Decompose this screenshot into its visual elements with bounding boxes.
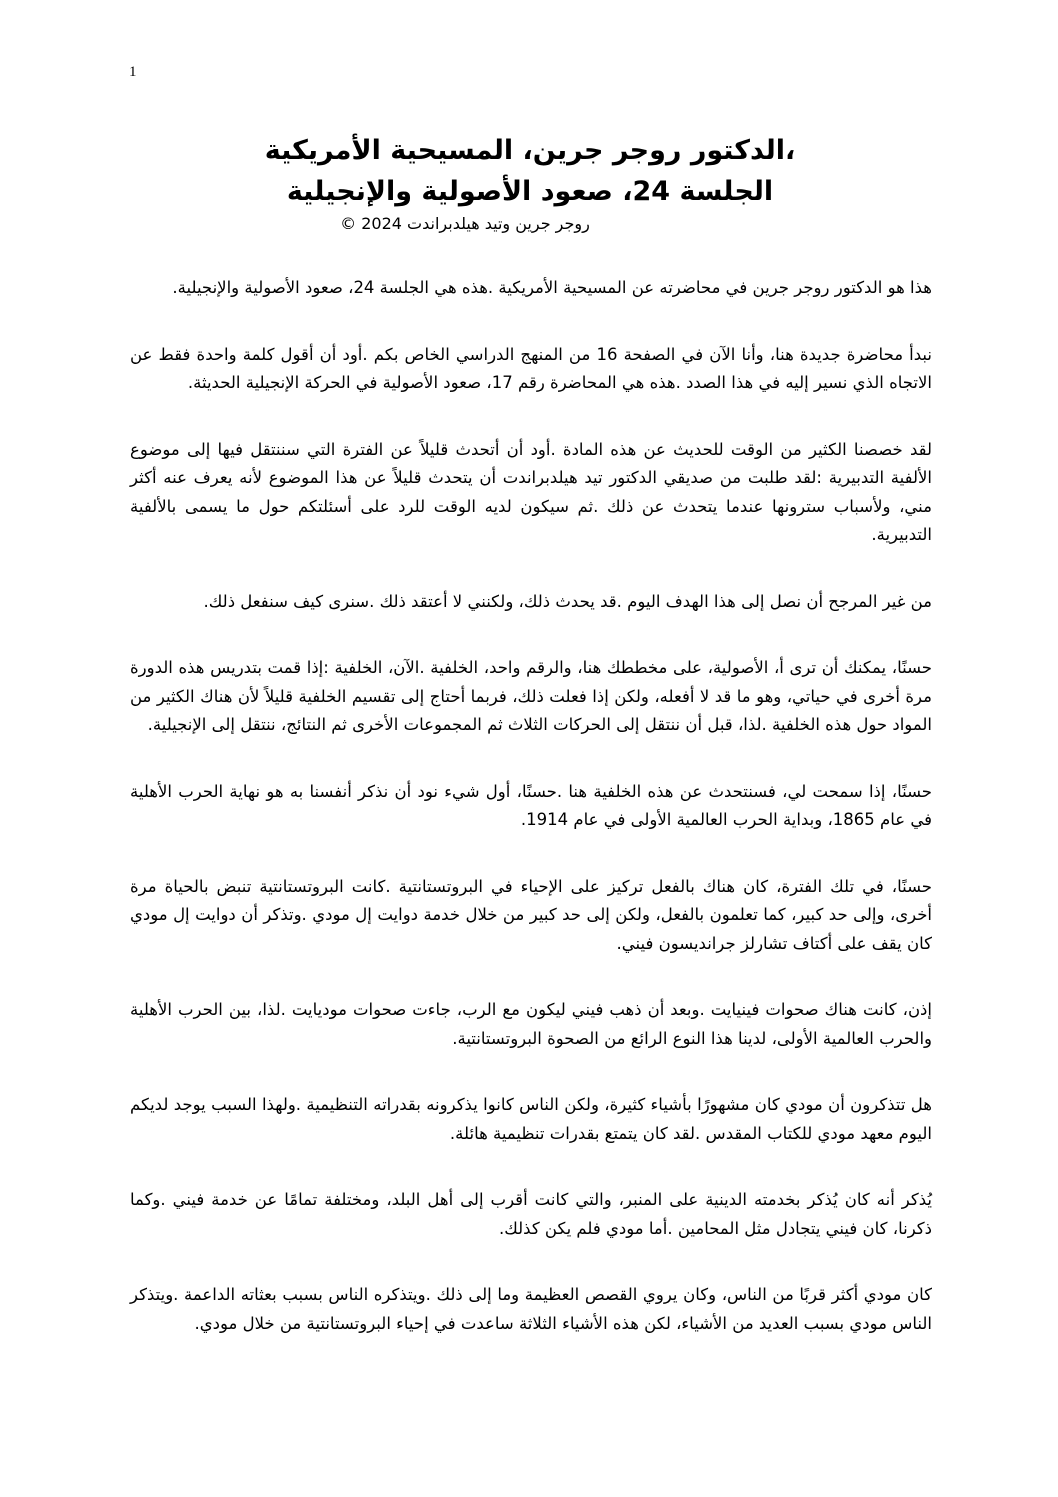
document-header: [130, 130, 930, 236]
paragraph: كان مودي أكثر قربًا من الناس، وكان يروي القصص العظيمة وما إلى ذلك .ويتذكره الناس بسبب بعثاته الداعمة .ويتذكر الناس مودي بسبب العديد من الأشياء، لكن هذه الأشياء الثلاثة ساعدت في إحياء البروتستانتية من خلال مودي.: [130, 1285, 932, 1333]
paragraph: هذا هو الدكتور روجر جرين في محاضرته عن المسيحية الأمريكية .هذه هي الجلسة 24، صعود الأصولية والإنجيلية.: [172, 278, 932, 297]
paragraph: هل تتذكرون أن مودي كان مشهورًا بأشياء كثيرة، ولكن الناس كانوا يذكرونه بقدراته التنظيمية .ولهذا السبب يوجد لديكم اليوم معهد مودي للكتاب المقدس .لقد كان يتمتع بقدرات تنظيمية هائلة.: [130, 1095, 932, 1143]
copyright-line: روجر جرين وتيد هيلدبراندت 2024 ©: [340, 214, 590, 233]
paragraph: حسنًا، إذا سمحت لي، فسنتحدث عن هذه الخلفية هنا .حسنًا، أول شيء نود أن نذكر أنفسنا به هو نهاية الحرب الأهلية في عام 1865، وبداية الحرب العالمية الأولى في عام 1914.: [130, 781, 932, 829]
document-title-line-1: ،الدكتور روجر جرين، المسيحية الأمريكية: [264, 135, 796, 166]
paragraph: نبدأ محاضرة جديدة هنا، وأنا الآن في الصفحة 16 من المنهج الدراسي الخاص بكم .أود أن أقول كلمة واحدة فقط عن الاتجاه الذي نسير إليه في هذا الصدد .هذه هي المحاضرة رقم 17، صعود الأصولية في الحركة الإنجيلية الحديثة.: [130, 344, 932, 392]
paragraph: حسنًا، في تلك الفترة، كان هناك بالفعل تركيز على الإحياء في البروتستانتية .كانت البروتستانتية تنبض بالحياة مرة أخرى، وإلى حد كبير، كما تعلمون بالفعل، ولكن إلى حد كبير من خلال خدمة دوايت إل مودي .وتذكر أن دوايت إل مودي كان يقف على أكتاف تشارلز جرانديسون فيني.: [130, 876, 932, 953]
paragraph: يُذكر أنه كان يُذكر بخدمته الدينية على المنبر، والتي كانت أقرب إلى أهل البلد، ومختلفة تمامًا عن خدمة فيني .وكما ذكرنا، كان فيني يتجادل مثل المحامين .أما مودي فلم يكن كذلك.: [130, 1190, 932, 1238]
paragraph: إذن، كانت هناك صحوات فينيايت .وبعد أن ذهب فيني ليكون مع الرب، جاءت صحوات موديايت .لذا، بين الحرب الأهلية والحرب العالمية الأولى، لدينا هذا النوع الرائع من الصحوة البروتستانتية.: [130, 1000, 932, 1048]
document-title-line-2: الجلسة 24، صعود الأصولية والإنجيلية: [286, 176, 774, 207]
document-body: [130, 274, 932, 1376]
page-number: 1: [129, 64, 137, 80]
paragraph: من غير المرجح أن نصل إلى هذا الهدف اليوم .قد يحدث ذلك، ولكنني لا أعتقد ذلك .سنرى كيف سنفعل ذلك.: [203, 591, 932, 611]
paragraph: حسنًا، يمكنك أن ترى أ، الأصولية، على مخططك هنا، والرقم واحد، الخلفية .الآن، الخلفية :إذا قمت بتدريس هذه الدورة مرة أخرى في حياتي، وهو ما قد لا أفعله، ولكن إذا فعلت ذلك، فربما أحتاج إلى تقسيم الخلفية قليلاً لأن هناك الكثير من المواد حول هذه الخلفية .لذا، قبل أن ننتقل إلى الحركات الثلاث ثم المجموعات الأخرى ثم النتائج، ننتقل إلى الإنجيلية.: [130, 658, 932, 734]
paragraph: لقد خصصنا الكثير من الوقت للحديث عن هذه المادة .أود أن أتحدث قليلاً عن الفترة التي سننتقل فيها إلى موضوع الألفية التدبيرية :لقد طلبت من صديقي الدكتور تيد هيلدبراندت أن يتحدث قليلاً عن هذا الموضوع لأنه يعرف عنه أكثر مني، ولأسباب سترونها عندما يتحدث عن ذلك .ثم سيكون لديه الوقت للرد على أسئلتكم حول ما يسمى بالألفية التدبيرية.: [130, 439, 932, 544]
